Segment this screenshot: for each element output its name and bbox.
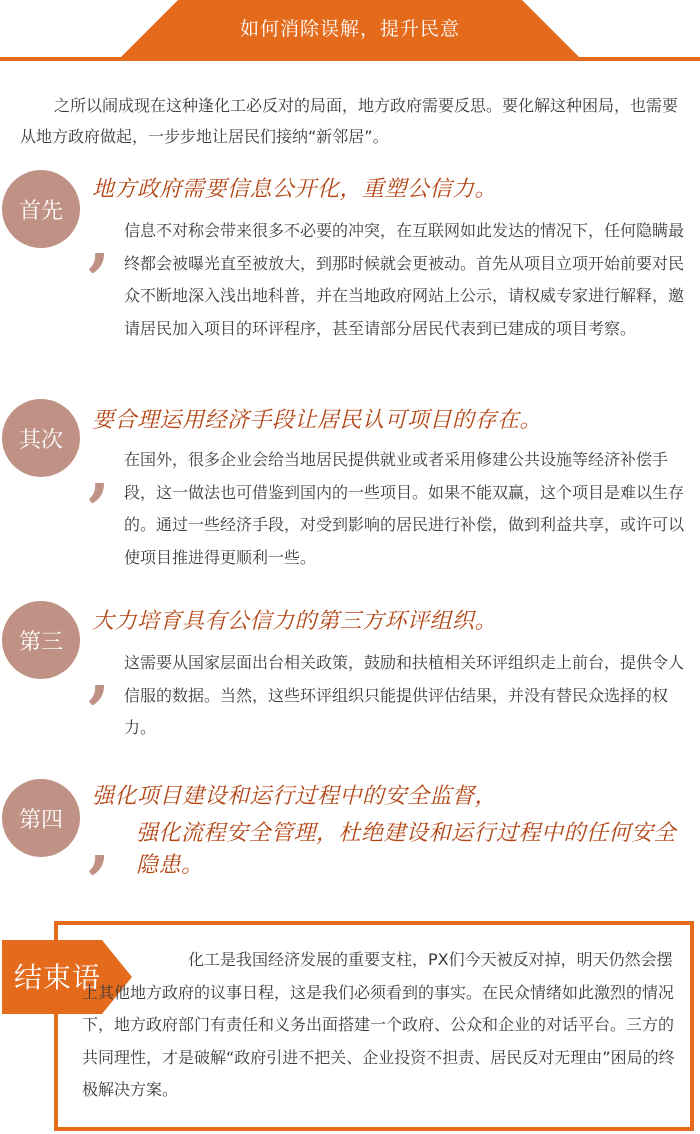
header-banner	[0, 0, 700, 62]
section-body-fourth: 强化流程安全管理，杜绝建设和运行过程中的任何安全隐患。	[136, 821, 677, 878]
quote-mark-icon: ,	[88, 806, 111, 881]
section-body-second: 在国外，很多企业会给当地居民提供就业或者采用修建公共设施等经济补偿手段，这一做法也可借鉴到国内的一些项目。如果不能双赢，这个项目是难以生存的。通过一些经济手段，对受到影响的居民进行补偿，做到利益共享，或许可以使项目推进得更顺利一些。	[124, 450, 685, 567]
quote-mark-icon: ,	[88, 636, 111, 711]
section-body-first: 信息不对称会带来很多不必要的冲突，在互联网如此发达的情况下，任何隐瞒最终都会被曝光直至被放大，到那时候就会更被动。首先从项目立项开始前要对民众不断地深入浅出地科普，并在当地政府网站上公示，请权威专家进行解释，邀请居民加入项目的环评程序，甚至请部分居民代表到已建成的项目考察。	[124, 221, 685, 338]
page-title: 如何消除误解，提升民意	[239, 18, 460, 40]
section-heading-fourth: 强化项目建设和运行过程中的安全监督，	[92, 784, 498, 809]
section-badge-fourth: 第四	[2, 779, 80, 857]
section-heading-second: 要合理运用经济手段让居民认可项目的存在。	[92, 408, 543, 433]
section-heading-first: 地方政府需要信息公开化，重塑公信力。	[92, 177, 498, 202]
section-body-third: 这需要从国家层面出台相关政策，鼓励和扶植相关环评组织走上前台，提供令人信服的数据。当然，这些环评组织只能提供评估结果，并没有替民众选择的权力。	[124, 653, 685, 737]
section-heading-third: 大力培育具有公信力的第三方环评组织。	[92, 609, 498, 634]
section-badge-first: 首先	[2, 170, 80, 248]
intro-paragraph: 之所以闹成现在这种逢化工必反对的局面，地方政府需要反思。要化解这种困局，也需要从地方政府做起，一步步地让居民们接纳“新邻居”。	[20, 96, 679, 146]
section-badge-second: 其次	[2, 399, 80, 477]
conclusion-tag-label: 结束语	[14, 961, 102, 994]
conclusion-text: 化工是我国经济发展的重要支柱，PX们今天被反对掉，明天仍然会摆上其他地方政府的议事日程，这是我们必须看到的事实。在民众情绪如此激烈的情况下，地方政府部门有责任和义务出面搭建一个政府、公众和企业的对话平台。三方的共同理性，才是破解“政府引进不把关、企业投资不担责、居民反对无理由”困局的终极解决方案。	[82, 950, 675, 1099]
section-badge-third: 第三	[2, 601, 80, 679]
quote-mark-icon: ,	[88, 204, 111, 279]
quote-mark-icon: ,	[88, 434, 111, 509]
